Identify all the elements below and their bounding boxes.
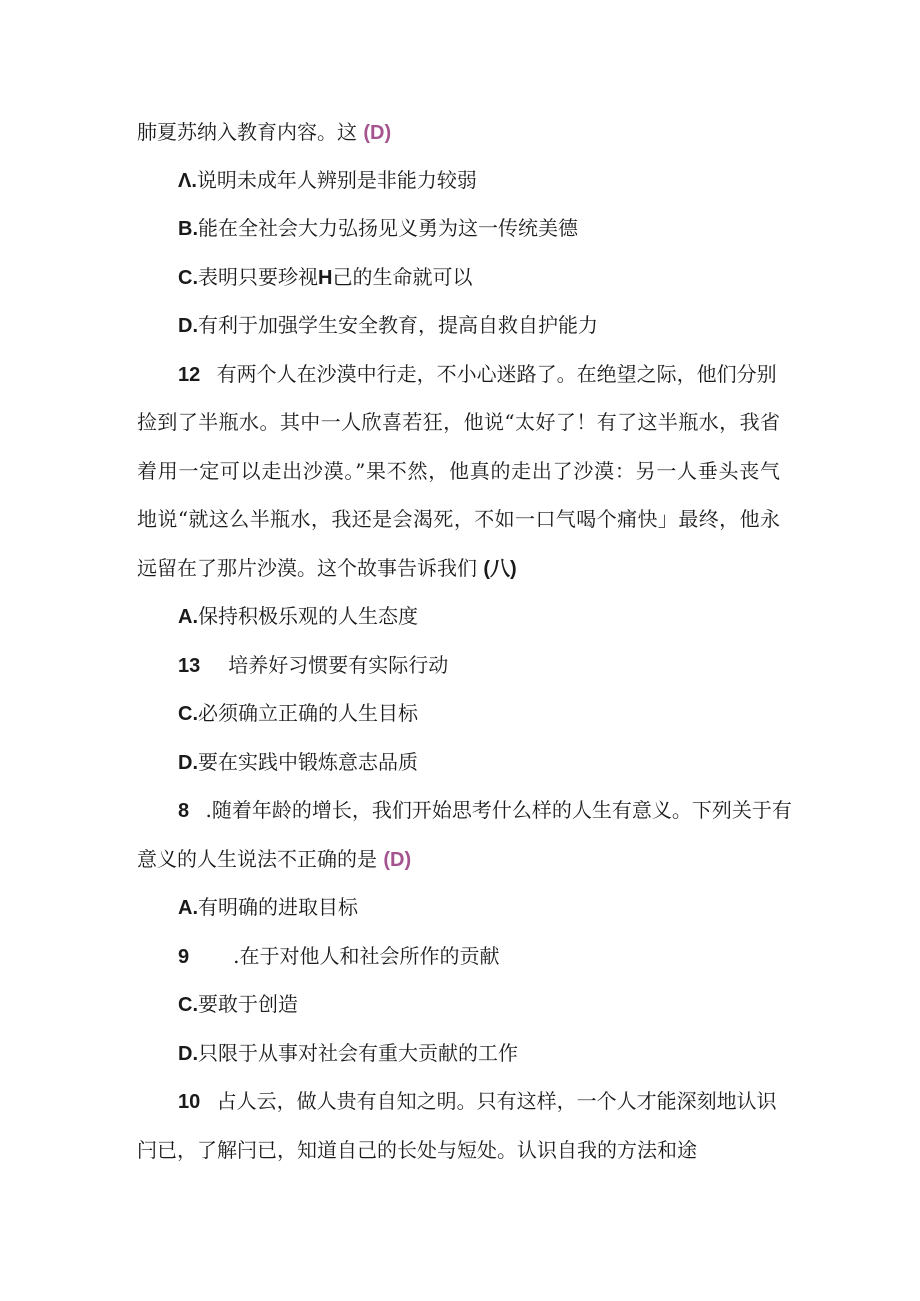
option-text: 能在全社会大力弘扬见义勇为这一传统美德 <box>198 216 578 240</box>
option-text: 只限于从事对社会有重大贡献的工作 <box>198 1041 518 1065</box>
q12-stem-line-1 <box>178 360 777 389</box>
option-letter: C. <box>178 703 198 725</box>
option-letter: 9 <box>178 946 190 968</box>
q12-answer: (八) <box>483 558 517 580</box>
q8-option-b <box>178 942 499 971</box>
q8-option-c <box>178 990 298 1019</box>
q11-answer: (D) <box>363 122 392 144</box>
stem-text: .随着年龄的增长，我们开始思考什么样的人生有意义。下列关于有 <box>205 798 792 822</box>
stem-text: 占人云，做人贵有自知之明。只有这样，一个人才能深刻地认识 <box>216 1089 777 1113</box>
stem-text: 有两个人在沙漠中行走，不小心迷路了。在绝望之际，他们分别 <box>216 362 777 386</box>
q10-stem-line-1 <box>178 1087 777 1116</box>
option-bold-char: H <box>318 267 333 289</box>
q8-stem-line-2 <box>137 845 411 874</box>
q11-option-b <box>178 214 578 243</box>
q11-option-c <box>178 263 472 292</box>
question-number: 8 <box>178 800 190 822</box>
option-text: 有利于加强学生安全教育，提高自救自护能力 <box>198 313 598 337</box>
option-text: 要在实践中锻炼意志品质 <box>198 750 418 774</box>
q11-option-a <box>178 166 477 195</box>
option-letter: B. <box>178 218 198 240</box>
option-text: .在于对他人和社会所作的贡献 <box>233 944 500 968</box>
option-letter: A. <box>178 606 198 628</box>
option-letter: 13 <box>178 655 201 677</box>
question-number: 12 <box>178 364 201 386</box>
option-text: 说明未成年人辨别是非能力较弱 <box>196 168 477 192</box>
option-text: 培养好习惯要有实际行动 <box>228 653 449 677</box>
q12-option-b <box>178 651 448 680</box>
option-letter: D. <box>178 1043 198 1065</box>
option-text: 要敢于创造 <box>198 992 298 1016</box>
option-text-continued: 己的生命就可以 <box>332 265 473 289</box>
option-letter: C. <box>178 267 198 289</box>
q8-option-a <box>178 893 358 922</box>
option-text: 必须确立正确的人生目标 <box>198 701 418 725</box>
q11-option-d <box>178 311 598 340</box>
option-letter: C. <box>178 994 198 1016</box>
option-text: 有明确的进取目标 <box>198 895 358 919</box>
q10-stem-line-2: 闩已，了解闩已，知道自己的长处与短处。认识自我的方法和途 <box>137 1138 697 1162</box>
option-letter: D. <box>178 752 198 774</box>
stem-text: 远留在了那片沙漠。这个故事告诉我们 <box>137 556 477 580</box>
stem-text: 意义的人生说法不正确的是 <box>137 847 377 871</box>
option-text: 保持积极乐观的人生态度 <box>198 604 418 628</box>
q12-option-d <box>178 748 418 777</box>
q12-stem-line-5 <box>137 554 517 583</box>
q8-option-d <box>178 1039 518 1068</box>
q12-stem-line-3: 着用一定可以走出沙漠。”果不然，他真的走出了沙漠：另一人垂头丧气 <box>137 459 780 483</box>
q11-stem-text: 肺夏苏纳入教育内容。这 <box>137 120 357 144</box>
q8-stem-line-1 <box>178 796 792 825</box>
option-text: 表明只要珍视 <box>198 265 318 289</box>
option-letter: A. <box>178 897 198 919</box>
question-number: 10 <box>178 1091 201 1113</box>
q12-option-c <box>178 699 418 728</box>
q11-stem-line <box>137 118 391 147</box>
option-letter: Λ. <box>178 170 197 192</box>
q12-stem-line-2: 捡到了半瓶水。其中一人欣喜若狂，他说“太好了！有了这半瓶水，我省 <box>137 410 780 434</box>
q12-option-a <box>178 602 418 631</box>
option-letter: D. <box>178 315 198 337</box>
q12-stem-line-4: 地说“就这么半瓶水，我还是会渴死，不如一口气喝个痛快」最终，他永 <box>137 507 780 531</box>
q8-answer: (D) <box>383 849 412 871</box>
